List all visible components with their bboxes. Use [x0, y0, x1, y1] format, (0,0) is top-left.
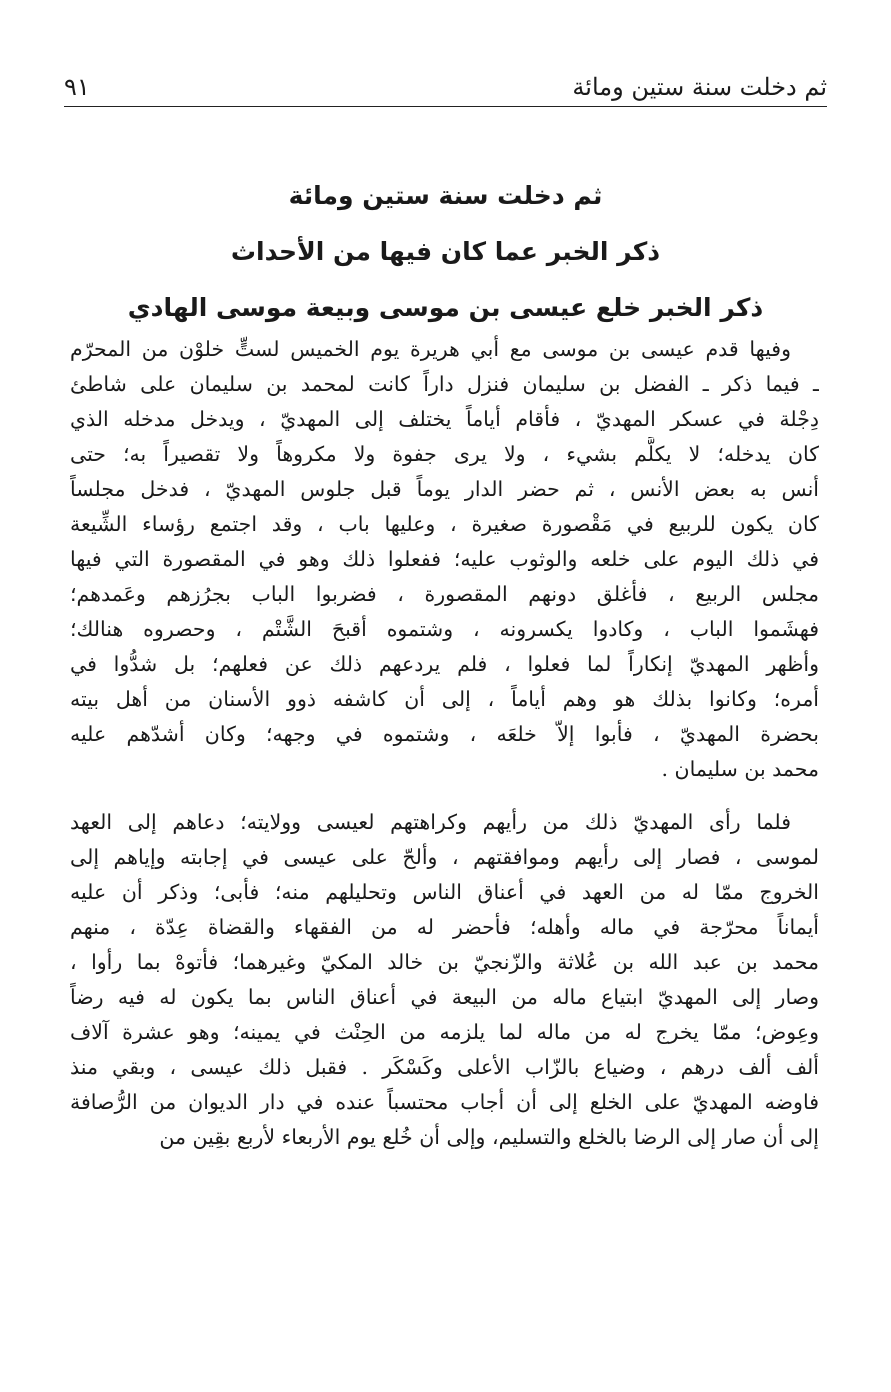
text-line: محمد بن عبد الله بن عُلاثة والزّنجيّ بن خالد المكيّ وغيرهما؛ فأتوهْ بما رأوا ، — [70, 950, 819, 974]
text-line: مجلس الربيع ، فأغلق دونهم المقصورة ، فضربوا الباب بجرُزهم وعَمدهم؛ — [70, 582, 819, 606]
text-line: بحضرة المهديّ ، فأبوا إلاّ خلعَه ، وشتموه في وجهه؛ وكان أشدّهم عليه — [70, 722, 819, 746]
text-line: وأظهر المهديّ إنكاراً لما فعلوا ، فلم يردعهم ذلك عن فعلهم؛ بل شدُّوا في — [70, 652, 819, 676]
text-line: وصار إلى المهديّ ابتياع ماله من البيعة في أعناق الناس بما يكون له فيه رضاً — [70, 985, 819, 1009]
text-line: فلما رأى المهديّ ذلك من رأيهم وكراهتهم لعيسى وولايته؛ دعاهم إلى العهد — [70, 810, 791, 834]
chapter-headings — [64, 168, 827, 336]
header-rule — [64, 106, 827, 107]
text-line: فاوضه المهديّ على الخلع إلى أن أجاب محتسباً عنده في دار الديوان من الرُّصافة — [70, 1090, 819, 1114]
text-line: فهشَموا الباب ، وكادوا يكسرونه ، وشتموه أقبحَ الشَّتْم ، وحصروه هنالك؛ — [70, 617, 819, 641]
text-line: في ذلك اليوم على خلعه والوثوب عليه؛ ففعلوا ذلك وهو في المقصورة التي فيها — [70, 547, 819, 571]
text-line: أنس به بعض الأنس ، ثم حضر الدار يوماً قبل جلوس المهديّ ، فدخل مجلساً — [70, 477, 819, 501]
running-title: ثم دخلت سنة ستين ومائة — [572, 73, 827, 101]
paragraph — [70, 805, 819, 1155]
text-line: ـ فيما ذكر ـ الفضل بن سليمان فنزل داراً كانت لمحمد بن سليمان على شاطئ — [70, 372, 819, 396]
text-line: كان يدخله؛ لا يكلَّم بشيء ، ولا يرى جفوة ولا مكروهاً ولا تقصيراً به؛ حتى — [70, 442, 819, 466]
text-line: وفيها قدم عيسى بن موسى مع أبي هريرة يوم الخميس لستٍّ خلوْن من المحرّم — [70, 337, 791, 361]
body-text — [70, 332, 819, 1155]
text-line: إلى أن صار إلى الرضا بالخلع والتسليم، وإلى أن خُلع يوم الأربعاء لأربع بقِين من — [159, 1125, 819, 1149]
text-line: أيماناً محرّجة في ماله وأهله؛ فأحضر له من الفقهاء والقضاة عِدّة ، منهم — [70, 915, 819, 939]
text-line: وعِوض؛ ممّا يخرج له من ماله لما يلزمه من الحِنْث في يمينه؛ وهو عشرة آلاف — [70, 1020, 819, 1044]
page-number: ٩١ — [64, 73, 90, 101]
text-line: أمره؛ وكانوا بذلك هو وهم أياماً ، إلى أن كاشفه ذوو الأسنان من أهل بيته — [70, 687, 819, 711]
text-line: لموسى ، فصار إلى رأيهم وموافقتهم ، وألحّ على عيسى في إجابته وإياهم إلى — [70, 845, 819, 869]
text-line: محمد بن سليمان . — [661, 757, 819, 781]
text-line: دِجْلة في عسكر المهديّ ، فأقام أياماً يختلف إلى المهديّ ، ويدخل مدخله الذي — [70, 407, 819, 431]
running-head — [64, 62, 827, 102]
text-line: الخروج ممّا له من العهد في أعناق الناس وتحليلهم منه؛ فأبى؛ وذكر أن عليه — [70, 880, 819, 904]
paragraph — [70, 332, 819, 787]
text-line: كان يكون للربيع في مَقْصورة صغيرة ، وعليها باب ، وقد اجتمع رؤساء الشِّيعة — [70, 512, 819, 536]
section-heading: ذكر الخبر عما كان فيها من الأحداث — [230, 237, 661, 266]
chapter-heading: ثم دخلت سنة ستين ومائة — [288, 181, 603, 210]
subsection-heading: ذكر الخبر خلع عيسى بن موسى وبيعة موسى الهادي — [127, 293, 764, 322]
text-line: ألف ألف درهم ، وضياع بالزّاب الأعلى وكَسْكَر . فقبل ذلك عيسى ، وبقي منذ — [70, 1055, 819, 1079]
